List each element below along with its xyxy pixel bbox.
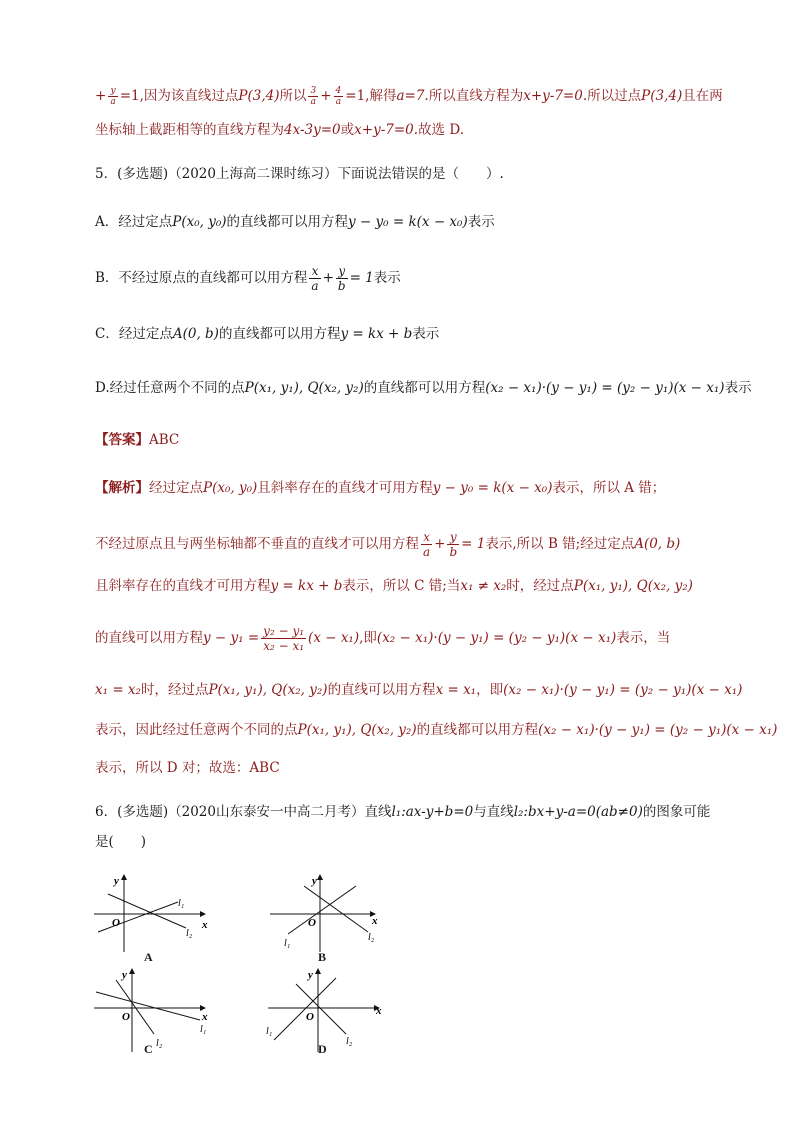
fraction-y-over-b: $\frac{y}{b}$ [337, 264, 346, 293]
analysis-line-1 [95, 478, 704, 498]
label-origin: O [122, 1011, 130, 1023]
text-segment: 的直线都可以用方程 [218, 326, 341, 342]
fraction-x-over-a: $\frac{x}{a}$ [311, 264, 319, 293]
equation-line: x+y-7=0. [523, 88, 588, 104]
analysis-line-6 [95, 720, 778, 740]
label-x: x [376, 1005, 382, 1017]
label-l2: l₂ [346, 1036, 353, 1047]
fraction-x-over-a: $\frac{x}{a}$ [423, 530, 431, 559]
text-segment: 表示 [412, 326, 440, 342]
point: P(x₀, y₀) [172, 214, 227, 230]
text-segment: 的直线可以用方程 [95, 630, 203, 646]
text-segment: 时，经过点 [506, 578, 574, 594]
label-x: x [372, 915, 378, 927]
text-segment: 表示，当 [616, 630, 671, 646]
text-segment: 故选 D. [418, 122, 464, 138]
line-l1 [98, 902, 178, 932]
points: P(x₁, y₁), Q(x₂, y₂) [244, 380, 364, 396]
analysis-line-3 [95, 576, 704, 596]
point: P(x₀, y₀) [203, 480, 258, 496]
line-l1 [288, 886, 356, 934]
equation: x = x₁ [435, 682, 477, 698]
label-l2: l₂ [156, 1038, 163, 1049]
plus-sign: + [95, 88, 107, 104]
plus-sign: + [322, 270, 334, 286]
equation: (x₂ − x₁)·(y − y₁) = (y₂ − y₁)(x − x₁) [485, 380, 725, 396]
text-segment: 的直线都可以用方程 [416, 722, 539, 738]
label-l2: l₂ [186, 928, 193, 939]
point: A(0, b) [634, 536, 681, 552]
figure-d [266, 966, 396, 1060]
text-segment: 表示，所以 A 错； [552, 480, 666, 496]
text-segment: 所以 [279, 88, 307, 104]
text-segment: 坐标轴上截距相等的直线方程为 [95, 122, 284, 138]
equation-1: 4x-3y=0 [284, 122, 341, 138]
text-segment: 的直线可以用方程 [327, 682, 436, 698]
answer-value: ABC [149, 432, 180, 448]
graph-c [92, 966, 222, 1056]
equation-end: = 1 [461, 536, 486, 552]
text-segment: 的图象可能 [642, 804, 711, 820]
label-x: x [202, 919, 208, 931]
figure-caption: B [318, 950, 327, 964]
text-segment: 与直线 [473, 804, 514, 820]
figure-c [92, 966, 222, 1060]
plus-sign: + [320, 88, 332, 104]
label-x: x [202, 1011, 208, 1023]
condition: x₁ ≠ x₂ [460, 578, 507, 594]
label-origin: O [306, 1011, 314, 1023]
fraction-slope: $\frac{\text{y₂ − y₁}}{\text{x₂ − x₁}}$ [263, 624, 305, 653]
x-axis-arrow-icon [200, 911, 206, 917]
text-segment: 且斜率存在的直线才可用方程 [95, 578, 271, 594]
line-l2 [116, 980, 154, 1034]
option-label: B．不经过原点的直线都可以用方程 [95, 270, 308, 286]
text-segment: =1,因为该直线过点 [119, 88, 239, 104]
line-l2 [296, 984, 346, 1034]
text-segment: 且斜率存在的直线才可用方程 [257, 480, 433, 496]
text-segment: =1,解得 [345, 88, 397, 104]
analysis-line-2 [95, 530, 704, 559]
y-axis-arrow-icon [315, 968, 321, 974]
y-axis-arrow-icon [129, 968, 135, 974]
prev-solution-line-2 [95, 120, 704, 140]
text-segment: 表示,所以 B 错;经过定点 [485, 536, 635, 552]
option-label: A．经过定点 [95, 214, 173, 230]
text-segment: 6．(多选题)（2020山东泰安一中高二月考）直线 [95, 804, 392, 820]
equation-rhs: (x − x₁) [308, 630, 360, 646]
question-6-title-cont: 是( ) [95, 834, 147, 850]
point-p: P(3,4) [641, 88, 683, 104]
text-segment: 经过定点 [149, 480, 203, 496]
y-axis-arrow-icon [121, 874, 127, 880]
analysis-line-5 [95, 680, 743, 700]
text-segment: 表示，因此经过任意两个不同的点 [95, 722, 298, 738]
label-y: y [114, 875, 119, 887]
plus-sign: + [434, 536, 446, 552]
text-segment: 表示 [467, 214, 495, 230]
text-segment: 且在两 [682, 88, 723, 104]
label-l1: l₁ [200, 1024, 207, 1035]
analysis-line-4 [95, 622, 704, 654]
label-y: y [312, 875, 317, 887]
figure-caption: D [318, 1042, 327, 1056]
points: P(x₁, y₁), Q(x₂, y₂) [573, 578, 693, 594]
text-segment: 表示，所以 C 错;当 [342, 578, 461, 594]
text-segment: 表示 [724, 380, 752, 396]
y-axis-arrow-icon [317, 874, 323, 880]
option-label: C．经过定点 [95, 326, 173, 342]
answer-tag: 【答案】 [95, 432, 149, 448]
equation: y − y₀ = k(x − x₀) [432, 480, 553, 496]
line-l1 [274, 978, 336, 1040]
figure-caption: C [144, 1042, 153, 1056]
text-segment: 的直线都可以用方程 [226, 214, 349, 230]
point: A(0, b) [172, 326, 219, 342]
analysis-line-7: 表示，所以 D 对；故选：ABC [95, 760, 280, 776]
graph-b [268, 872, 398, 962]
question-5-title: 5．(多选题)（2020上海高二课时练习）下面说法错误的是（ ）. [95, 166, 504, 182]
text-segment: 所以过点 [587, 88, 642, 104]
question-5-option-b [95, 264, 704, 293]
option-label: D.经过任意两个不同的点 [95, 380, 245, 396]
equation-end: = 1 [349, 270, 374, 286]
point-p: P(3,4) [238, 88, 280, 104]
graph-a [92, 872, 222, 962]
equation: y − y₀ = k(x − x₀) [348, 214, 468, 230]
condition: x₁ = x₂ [95, 682, 141, 698]
label-l1: l₁ [284, 938, 291, 949]
label-l1: l₁ [266, 1026, 273, 1037]
equation-lhs: y − y₁ = [203, 630, 260, 646]
fraction-y-over-b: $\frac{y}{b}$ [449, 530, 458, 559]
question-5-option-a [95, 212, 704, 232]
prev-solution-line-1 [95, 86, 723, 107]
question-5-option-c [95, 324, 704, 344]
line-l1-equation: l₁:ax-y+b=0 [391, 804, 474, 820]
text-segment: 的直线都可以用方程 [363, 380, 486, 396]
figure-a [92, 872, 222, 966]
line-l1 [96, 992, 200, 1020]
label-y: y [122, 969, 127, 981]
text-segment: ,即 [359, 630, 377, 646]
points: P(x₁, y₁), Q(x₂, y₂) [208, 682, 328, 698]
label-origin: O [112, 917, 120, 929]
equation: (x₂ − x₁)·(y − y₁) = (y₂ − y₁)(x − x₁) [538, 722, 778, 738]
analysis-tag: 【解析】 [95, 480, 149, 496]
question-6-title [95, 802, 711, 822]
label-y: y [308, 969, 313, 981]
label-origin: O [308, 917, 316, 929]
points: P(x₁, y₁), Q(x₂, y₂) [297, 722, 417, 738]
text-segment: ，即 [476, 682, 504, 698]
text-segment: 所以直线方程为 [428, 88, 524, 104]
text-segment: 时，经过点 [140, 682, 209, 698]
text-segment: 不经过原点且与两坐标轴都不垂直的直线才可以用方程 [95, 536, 419, 552]
line-l2-equation: l₂:bx+y-a=0(ab≠0) [513, 804, 643, 820]
fraction-4-over-a: $\frac{4}{a}$ [335, 86, 342, 107]
graph-d [266, 966, 396, 1056]
equation: y = kx + b [340, 326, 413, 342]
answer-line [95, 430, 704, 450]
text-segment: 表示 [373, 270, 401, 286]
figure-caption: A [144, 950, 153, 964]
figure-b [268, 872, 398, 966]
fraction-3-over-a: $\frac{3}{a}$ [310, 86, 317, 107]
fraction-y-over-a: $\frac{y}{a}$ [110, 86, 116, 107]
label-l1: l₁ [178, 898, 185, 909]
equation: y = kx + b [270, 578, 343, 594]
equation: (x₂ − x₁)·(y − y₁) = (y₂ − y₁)(x − x₁) [503, 682, 743, 698]
equation-2: x+y-7=0. [354, 122, 419, 138]
equation-a: a=7. [396, 88, 429, 104]
label-l2: l₂ [368, 932, 375, 943]
equation: (x₂ − x₁)·(y − y₁) = (y₂ − y₁)(x − x₁) [376, 630, 617, 646]
text-segment: 或 [340, 122, 355, 138]
question-5-option-d [95, 378, 752, 398]
